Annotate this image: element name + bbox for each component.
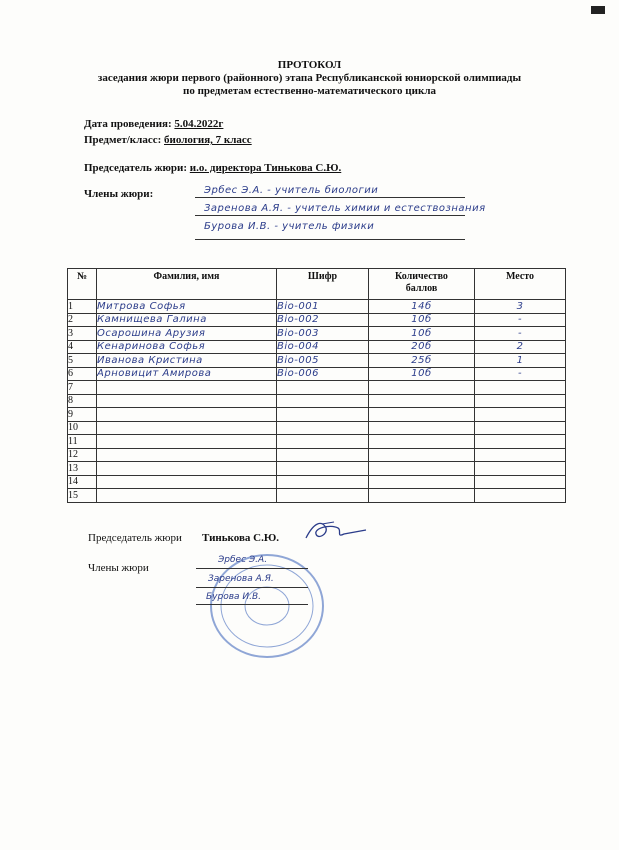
row-score: [369, 489, 475, 503]
row-code: [277, 394, 369, 408]
subject-value: биология, 7 класс: [164, 134, 252, 146]
row-score: [369, 462, 475, 476]
member-rule-3: [196, 604, 308, 605]
row-number: 8: [68, 394, 97, 408]
row-name: [97, 394, 277, 408]
row-name: Арновицит Амирова: [97, 367, 277, 381]
header-number: №: [68, 269, 97, 300]
table-row: [68, 367, 566, 381]
row-number: 12: [68, 448, 97, 462]
row-score: [369, 394, 475, 408]
row-score: [369, 448, 475, 462]
row-score: 14б: [369, 300, 475, 314]
row-place: -: [475, 367, 566, 381]
table-row: [68, 489, 566, 503]
member-signature-1: Эрбес Э.А.: [218, 555, 268, 565]
row-place: [475, 448, 566, 462]
row-code: [277, 435, 369, 449]
members-label: Члены жюри:: [84, 188, 154, 200]
row-number: 11: [68, 435, 97, 449]
table-header-row: [68, 269, 566, 300]
table-row: [68, 435, 566, 449]
row-place: [475, 394, 566, 408]
table-row: [68, 340, 566, 354]
table-body: [68, 300, 566, 503]
row-place: [475, 381, 566, 395]
table-row: [68, 448, 566, 462]
row-code: [277, 421, 369, 435]
row-place: [475, 435, 566, 449]
row-number: 3: [68, 327, 97, 341]
scan-edge-mark: [591, 6, 605, 14]
member-signature-3: Бурова И.В.: [206, 592, 262, 602]
row-code: [277, 489, 369, 503]
row-code: Bio-001: [277, 300, 369, 314]
row-number: 9: [68, 408, 97, 422]
subject-label: Предмет/класс:: [84, 134, 162, 146]
row-number: 15: [68, 489, 97, 503]
chair-value: и.о. директора Тинькова С.Ю.: [189, 162, 342, 174]
date-label: Дата проведения:: [84, 118, 172, 130]
jury-member-1: Эрбес Э.А. - учитель биологии: [204, 185, 379, 196]
member-rule-1: [196, 568, 308, 569]
row-name: [97, 462, 277, 476]
row-number: 4: [68, 340, 97, 354]
header-place: Место: [475, 269, 566, 300]
document-title: ПРОТОКОЛ: [277, 59, 342, 71]
row-name: [97, 435, 277, 449]
row-code: [277, 408, 369, 422]
row-code: [277, 381, 369, 395]
table-row: [68, 462, 566, 476]
sign-members-label: Члены жюри: [88, 562, 149, 574]
row-number: 1: [68, 300, 97, 314]
row-number: 14: [68, 475, 97, 489]
chair-label: Председатель жюри:: [84, 162, 188, 174]
table-row: [68, 394, 566, 408]
table-row: [68, 313, 566, 327]
date-line: [84, 118, 223, 130]
row-score: [369, 475, 475, 489]
row-name: [97, 421, 277, 435]
row-name: [97, 381, 277, 395]
member-rule-2: [196, 587, 308, 588]
row-name: [97, 408, 277, 422]
row-code: Bio-005: [277, 354, 369, 368]
row-number: 6: [68, 367, 97, 381]
table-row: [68, 327, 566, 341]
row-place: -: [475, 327, 566, 341]
table-row: [68, 300, 566, 314]
row-score: 25б: [369, 354, 475, 368]
row-code: [277, 448, 369, 462]
row-score: [369, 381, 475, 395]
sign-chair-label: Председатель жюри: [88, 532, 182, 544]
row-score: [369, 421, 475, 435]
jury-rule-3: [195, 239, 465, 240]
table-row: [68, 354, 566, 368]
row-name: Камнищева Галина: [97, 313, 277, 327]
table-row: [68, 408, 566, 422]
results-table: [67, 268, 566, 503]
jury-rule-2: [195, 215, 465, 216]
row-code: Bio-006: [277, 367, 369, 381]
row-place: -: [475, 313, 566, 327]
row-name: Митрова Софья: [97, 300, 277, 314]
chair-line: [84, 162, 341, 174]
table-row: [68, 381, 566, 395]
subject-line: [84, 134, 252, 146]
header-score: [369, 269, 475, 300]
row-score: [369, 435, 475, 449]
row-place: 1: [475, 354, 566, 368]
header-name: Фамилия, имя: [97, 269, 277, 300]
header-code: Шифр: [277, 269, 369, 300]
row-name: Кенаринова Софья: [97, 340, 277, 354]
row-place: [475, 462, 566, 476]
document-subtitle-line1: заседания жюри первого (районного) этапа Республиканской юниорской олимпиады: [97, 72, 522, 84]
row-score: [369, 408, 475, 422]
row-score: 20б: [369, 340, 475, 354]
row-code: Bio-004: [277, 340, 369, 354]
row-code: [277, 462, 369, 476]
row-place: 2: [475, 340, 566, 354]
row-place: [475, 421, 566, 435]
row-name: Осарошина Арузия: [97, 327, 277, 341]
row-number: 13: [68, 462, 97, 476]
row-place: [475, 489, 566, 503]
row-place: 3: [475, 300, 566, 314]
row-name: Иванова Кристина: [97, 354, 277, 368]
member-signature-2: Заренова А.Я.: [208, 574, 274, 584]
row-name: [97, 489, 277, 503]
row-place: [475, 475, 566, 489]
jury-member-3: Бурова И.В. - учитель физики: [204, 221, 375, 232]
jury-rule-1: [195, 197, 465, 198]
document-subtitle-line2: по предметам естественно-математического цикла: [182, 85, 436, 97]
row-score: 10б: [369, 313, 475, 327]
row-place: [475, 408, 566, 422]
chair-signature-icon: [300, 516, 370, 546]
row-code: Bio-003: [277, 327, 369, 341]
row-name: [97, 475, 277, 489]
row-number: 7: [68, 381, 97, 395]
table-row: [68, 475, 566, 489]
row-score: 10б: [369, 327, 475, 341]
row-code: Bio-002: [277, 313, 369, 327]
row-score: 10б: [369, 367, 475, 381]
sign-chair-name: Тинькова С.Ю.: [202, 532, 279, 544]
header-score-text: Количество баллов: [395, 271, 448, 294]
jury-member-2: Заренова А.Я. - учитель химии и естествознания: [204, 203, 486, 214]
row-number: 5: [68, 354, 97, 368]
row-name: [97, 448, 277, 462]
row-code: [277, 475, 369, 489]
row-number: 10: [68, 421, 97, 435]
table-row: [68, 421, 566, 435]
date-value: 5.04.2022г: [174, 118, 224, 130]
row-number: 2: [68, 313, 97, 327]
